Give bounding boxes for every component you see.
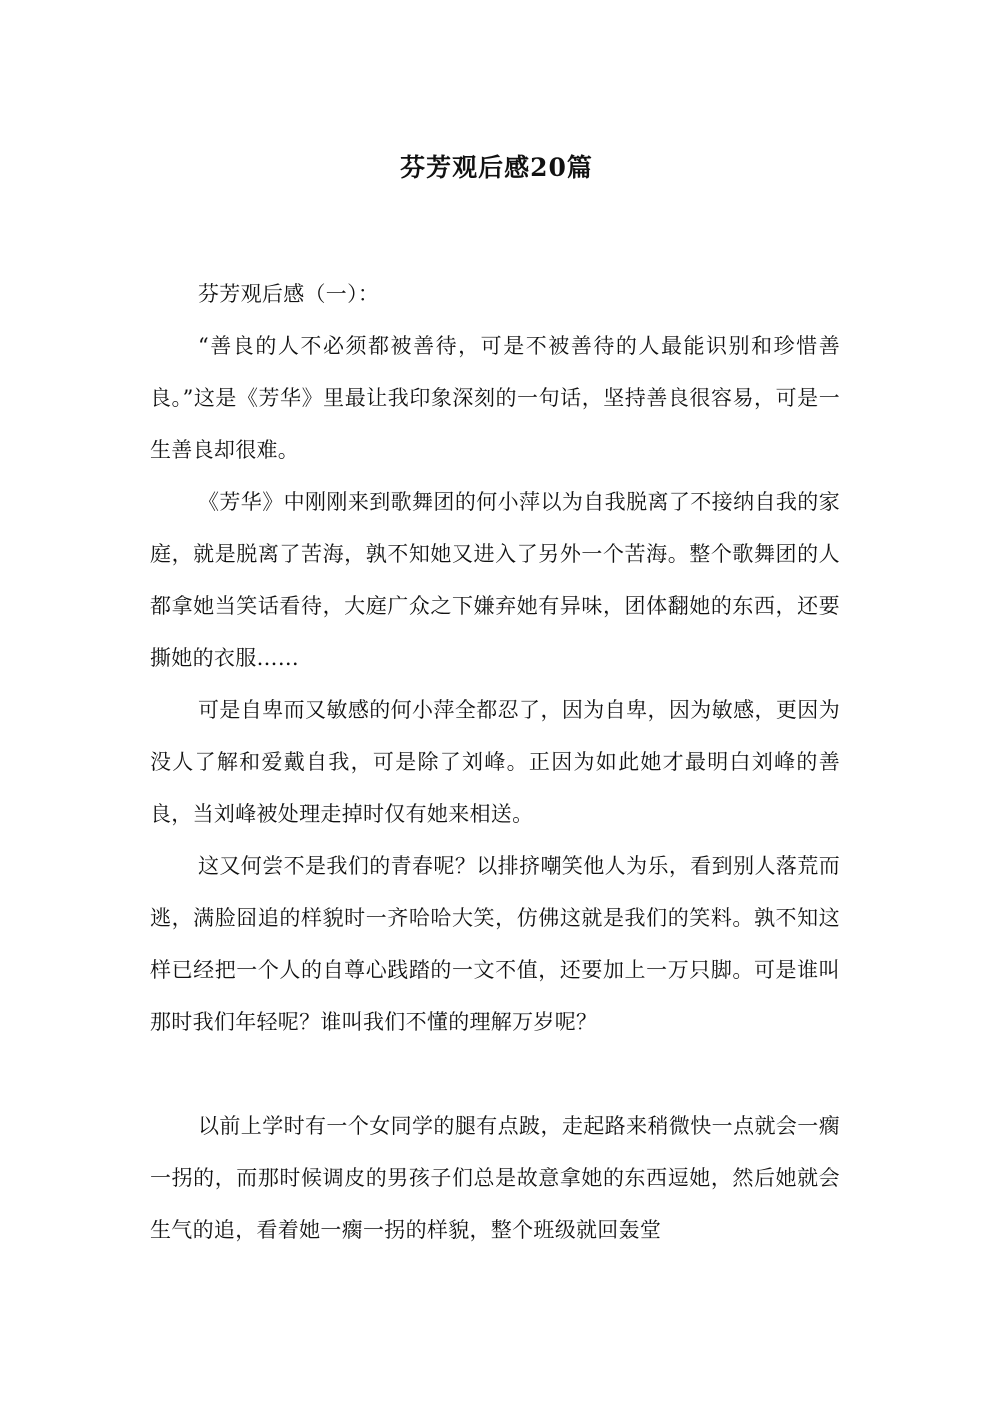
paragraph: “善良的人不必须都被善待，可是不被善待的人最能识别和珍惜善良。”这是《芳华》里最让我印象深刻的一句话，坚持善良很容易，可是一生善良却很难。: [150, 334, 840, 462]
paragraph: 以前上学时有一个女同学的腿有点跛，走起路来稍微快一点就会一瘸一拐的，而那时候调皮的男孩子们总是故意拿她的东西逗她，然后她就会生气的追，看着她一瘸一拐的样貌，整个班级就回轰堂: [150, 1114, 840, 1242]
paragraph: 《芳华》中刚刚来到歌舞团的何小萍以为自我脱离了不接纳自我的家庭，就是脱离了苦海，孰不知她又进入了另外一个苦海。整个歌舞团的人都拿她当笑话看待，大庭广众之下嫌弃她有异味，团体翻她的东西，还要撕她的衣服……: [150, 490, 840, 670]
paragraph: 这又何尝不是我们的青春呢？以排挤嘲笑他人为乐，看到别人落荒而逃，满脸囧追的样貌时一齐哈哈大笑，仿佛这就是我们的笑料。孰不知这样已经把一个人的自尊心践踏的一文不值，还要加上一万只脚。可是谁叫那时我们年轻呢？谁叫我们不懂的理解万岁呢？: [150, 854, 840, 1034]
paragraph: 可是自卑而又敏感的何小萍全都忍了，因为自卑，因为敏感，更因为没人了解和爱戴自我，可是除了刘峰。正因为如此她才最明白刘峰的善良，当刘峰被处理走掉时仅有她来相送。: [150, 698, 840, 826]
document-title: 芬芳观后感20篇: [400, 153, 593, 182]
section-heading: 芬芳观后感（一）：: [198, 282, 380, 306]
document-body: [150, 268, 840, 1256]
